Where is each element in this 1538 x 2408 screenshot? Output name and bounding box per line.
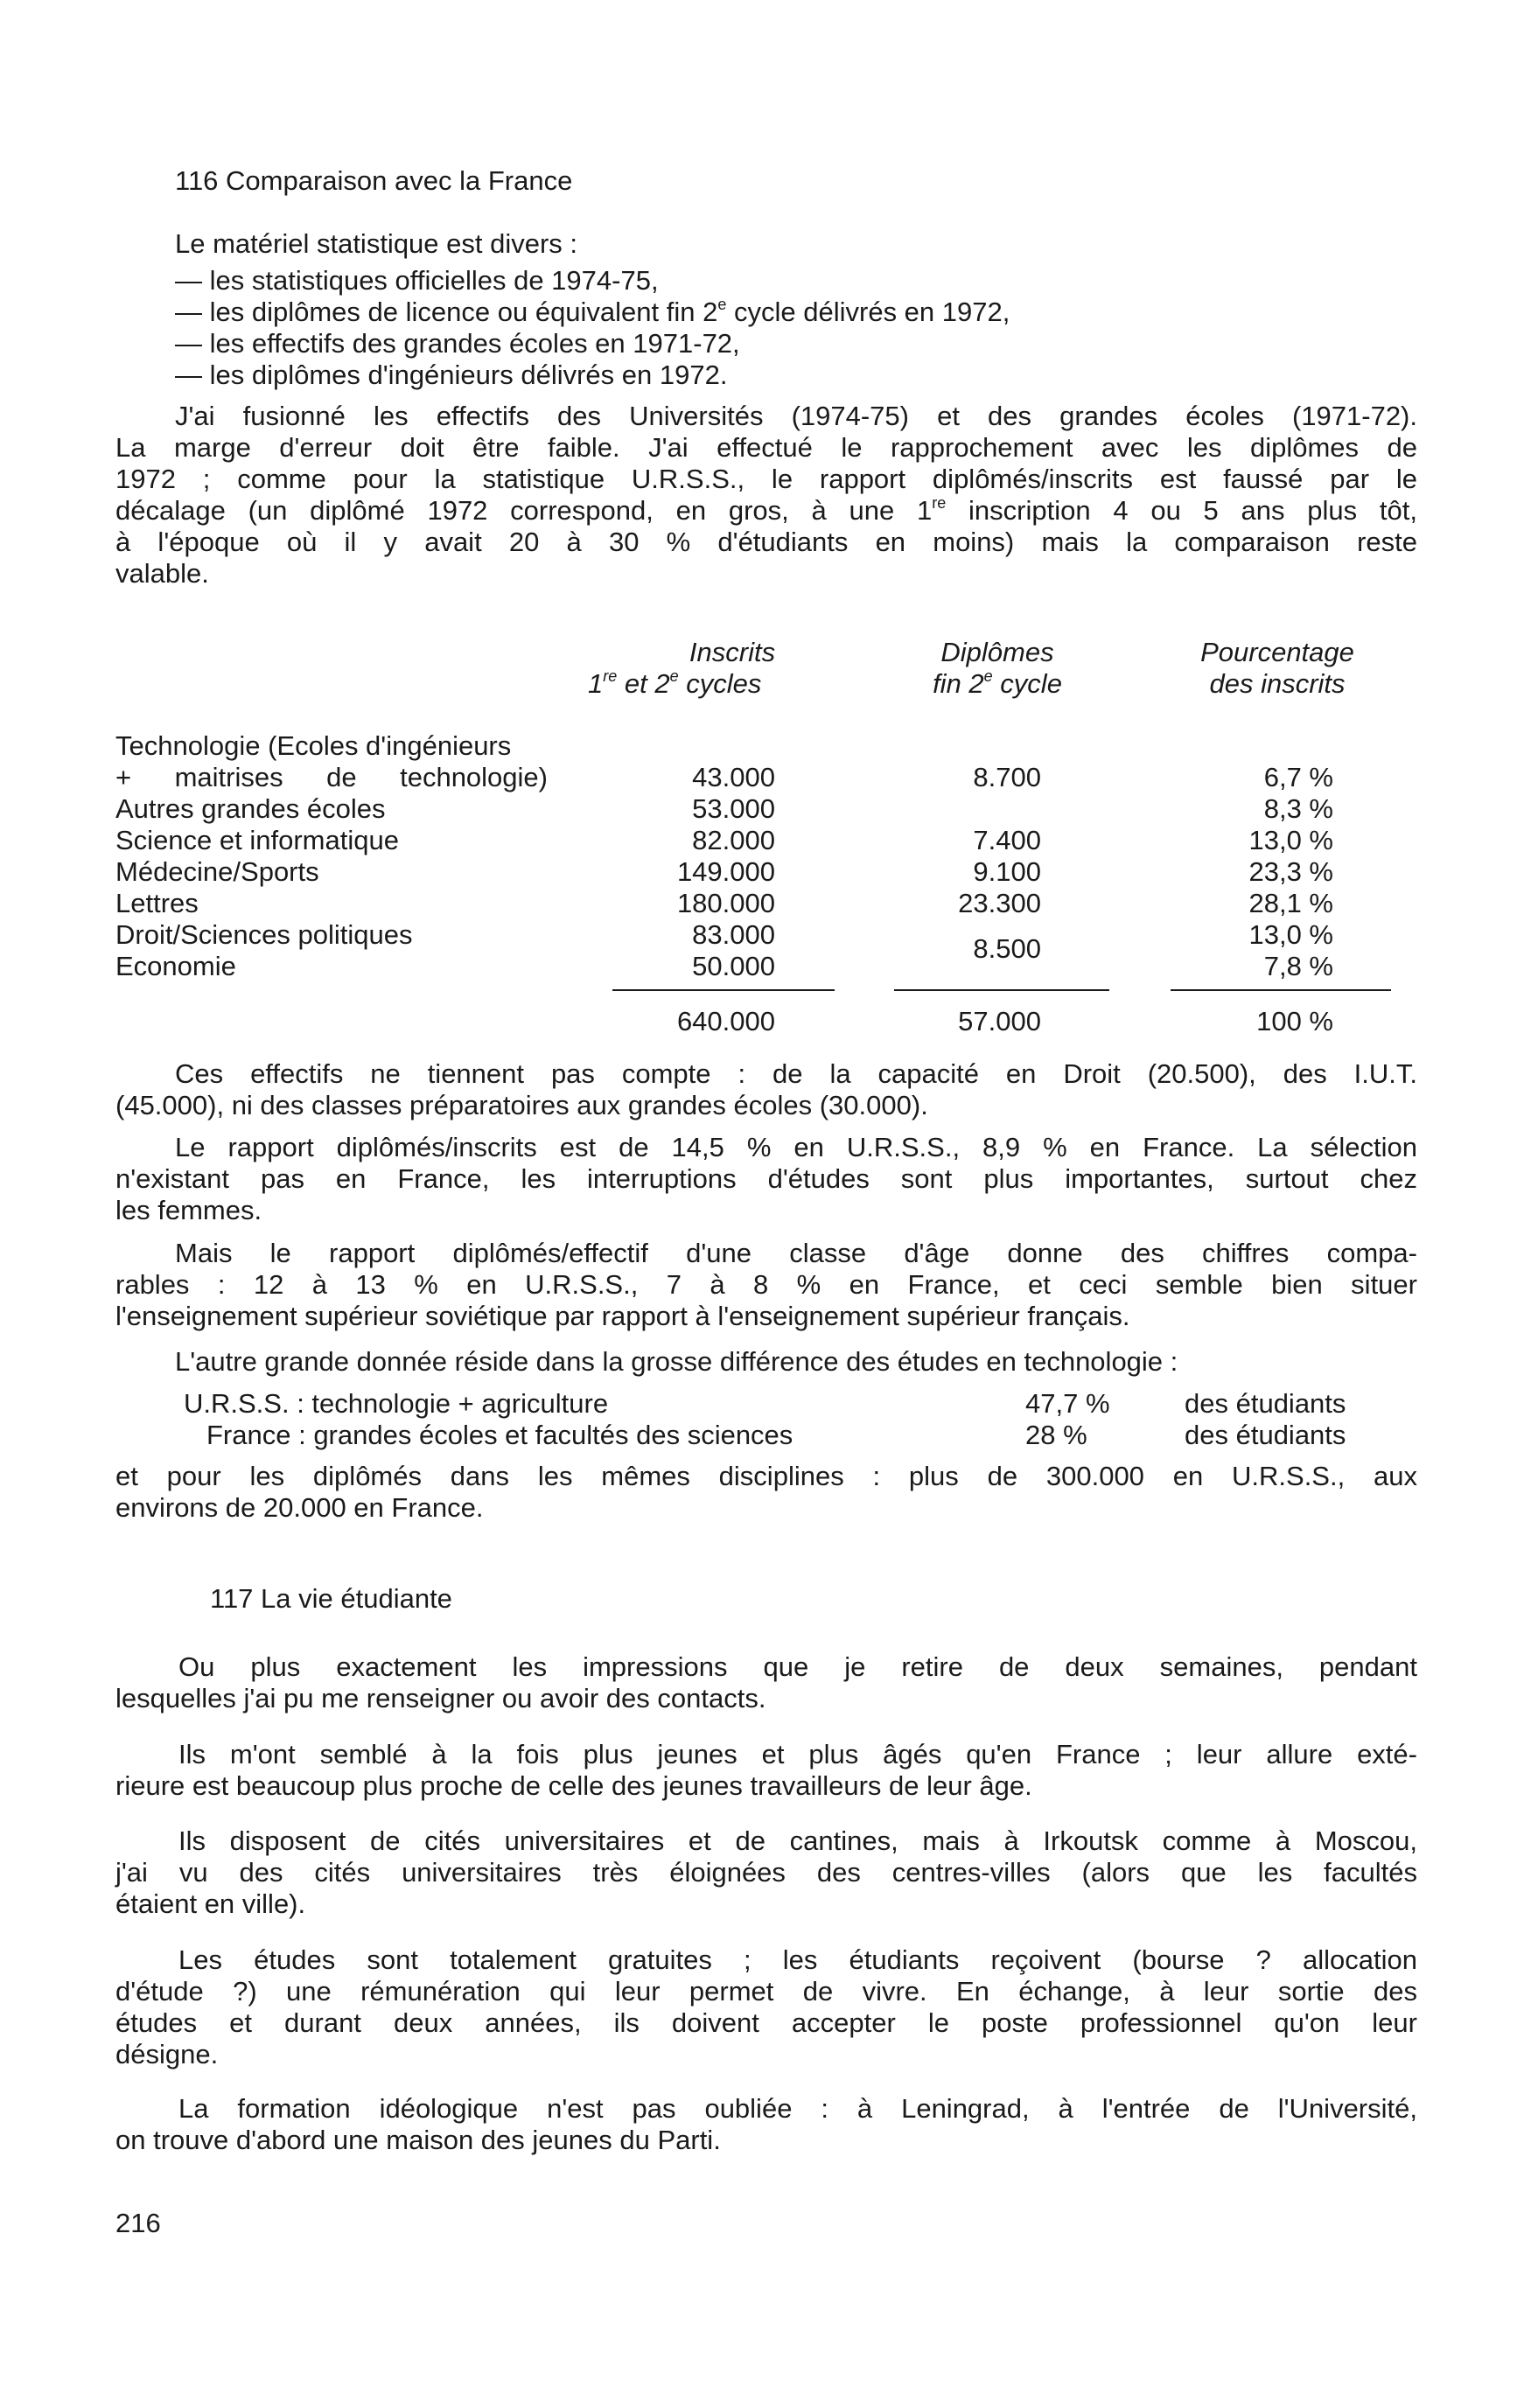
para-line: La marge d'erreur doit être faible. J'ai effectué le rapprochement avec les diplômes de: [115, 432, 1417, 463]
para-line: études et durant deux années, ils doivent accepter le poste professionnel qu'on leur: [115, 2007, 1417, 2038]
para-line: d'étude ?) une rémunération qui leur permet de vivre. En échange, à leur sortie des: [115, 1976, 1417, 2007]
comparison-left: U.R.S.S. : technologie + agriculture: [184, 1388, 609, 1419]
sum-rule: [612, 989, 835, 991]
comparison-right: des étudiants: [1185, 1388, 1346, 1419]
para-line: Les études sont totalement gratuites ; les étudiants reçoivent (bourse ? allocation: [178, 1944, 1417, 1975]
cell-pct: 13,0 %: [1248, 919, 1333, 950]
cell-diplomes-merged: 8.500: [973, 933, 1041, 964]
cell-inscrits: 50.000: [692, 951, 775, 981]
comparison-right: des étudiants: [1185, 1420, 1346, 1450]
total-pct: 100 %: [1256, 1006, 1333, 1036]
para-line: 1972 ; comme pour la statistique U.R.S.S., le rapport diplômés/inscrits est faussé par le: [115, 464, 1417, 494]
para-line: désigne.: [115, 2039, 219, 2069]
header-inscrits-sub: 1re et 2e cycles: [588, 667, 762, 699]
para-line: Ils disposent de cités universitaires et de cantines, mais à Irkoutsk comme à Moscou,: [178, 1825, 1417, 1856]
para-line: Ces effectifs ne tiennent pas compte : de la capacité en Droit (20.500), des I.U.T.: [175, 1058, 1417, 1089]
header-diplomes-sub: fin 2e cycle: [933, 667, 1062, 699]
row-label: Economie: [115, 951, 236, 981]
sum-rule: [894, 989, 1109, 991]
header-pourcentage: Pourcentage: [1200, 637, 1354, 667]
comparison-left: France : grandes écoles et facultés des sciences: [206, 1420, 793, 1450]
row-label: Science et informatique: [115, 825, 399, 855]
bullet-item: — les effectifs des grandes écoles en 1971-72,: [175, 328, 740, 359]
cell-pct: 23,3 %: [1248, 856, 1333, 887]
cell-diplomes: 9.100: [973, 856, 1041, 887]
cell-inscrits: 83.000: [692, 919, 775, 950]
para-line: décalage (un diplômé 1972 correspond, en gros, à une 1re inscription 4 ou 5 ans plus tôt,: [115, 494, 1417, 526]
para-line: Ou plus exactement les impressions que je retire de deux semaines, pendant: [178, 1651, 1417, 1682]
cell-diplomes: 23.300: [958, 888, 1041, 918]
cell-pct: 28,1 %: [1248, 888, 1333, 918]
header-diplomes: Diplômes: [940, 637, 1054, 667]
cell-pct: 6,7 %: [1263, 762, 1333, 792]
total-diplomes: 57.000: [958, 1006, 1041, 1036]
row-label: Autres grandes écoles: [115, 793, 386, 824]
para-line: à l'époque où il y avait 20 à 30 % d'étudiants en moins) mais la comparaison reste: [115, 527, 1417, 557]
comparison-pct: 28 %: [1025, 1420, 1087, 1450]
cell-pct: 13,0 %: [1248, 825, 1333, 855]
para-line: rieure est beaucoup plus proche de celle des jeunes travailleurs de leur âge.: [115, 1770, 1032, 1801]
cell-diplomes: 8.700: [973, 762, 1041, 792]
section-117-heading: 117 La vie étudiante: [210, 1583, 452, 1614]
page-number: 216: [115, 2208, 161, 2238]
para-line: valable.: [115, 558, 209, 589]
para-line: L'autre grande donnée réside dans la grosse différence des études en technologie :: [175, 1346, 1178, 1377]
cell-inscrits: 53.000: [692, 793, 775, 824]
para-line: Le rapport diplômés/inscrits est de 14,5 % en U.R.S.S., 8,9 % en France. La sélection: [175, 1132, 1417, 1162]
cell-inscrits: 180.000: [676, 888, 775, 918]
para-line: (45.000), ni des classes préparatoires aux grandes écoles (30.000).: [115, 1090, 928, 1120]
para-line: J'ai fusionné les effectifs des Universités (1974-75) et des grandes écoles (1971-72).: [175, 401, 1417, 431]
para-line: étaient en ville).: [115, 1888, 306, 1919]
para-line: lesquelles j'ai pu me renseigner ou avoir des contacts.: [115, 1683, 766, 1714]
para-line: j'ai vu des cités universitaires très éloignées des centres-villes (alors que les facultés: [115, 1857, 1417, 1888]
cell-diplomes: 7.400: [973, 825, 1041, 855]
row-label: Droit/Sciences politiques: [115, 919, 413, 950]
para-line: Ils m'ont semblé à la fois plus jeunes et plus âgés qu'en France ; leur allure exté-: [178, 1739, 1417, 1769]
cell-pct: 7,8 %: [1263, 951, 1333, 981]
para-line: l'enseignement supérieur soviétique par rapport à l'enseignement supérieur français.: [115, 1301, 1130, 1331]
para-line: on trouve d'abord une maison des jeunes du Parti.: [115, 2125, 721, 2155]
para-line: rables : 12 à 13 % en U.R.S.S., 7 à 8 % en France, et ceci semble bien situer: [115, 1269, 1417, 1300]
comparison-pct: 47,7 %: [1025, 1388, 1110, 1419]
header-inscrits: Inscrits: [689, 637, 776, 667]
row-label: Médecine/Sports: [115, 856, 319, 887]
row-label: + maitrises de technologie): [115, 762, 548, 792]
section-116-intro: Le matériel statistique est divers :: [175, 228, 578, 259]
total-inscrits: 640.000: [676, 1006, 775, 1036]
cell-pct: 8,3 %: [1263, 793, 1333, 824]
para-line: La formation idéologique n'est pas oubliée : à Leningrad, à l'entrée de l'Université,: [178, 2093, 1417, 2124]
sum-rule: [1171, 989, 1391, 991]
para-line: environs de 20.000 en France.: [115, 1492, 484, 1523]
row-label: Technologie (Ecoles d'ingénieurs: [115, 730, 512, 761]
para-line: et pour les diplômés dans les mêmes disciplines : plus de 300.000 en U.R.S.S., aux: [115, 1461, 1417, 1491]
cell-inscrits: 82.000: [692, 825, 775, 855]
header-pourcentage-sub: des inscrits: [1209, 668, 1346, 699]
para-line: n'existant pas en France, les interruptions d'études sont plus importantes, surtout chez: [115, 1163, 1417, 1194]
bullet-item: — les diplômes de licence ou équivalent fin 2e cycle délivrés en 1972,: [175, 296, 1010, 327]
section-116-heading: 116 Comparaison avec la France: [175, 165, 573, 196]
para-line: les femmes.: [115, 1195, 262, 1225]
cell-inscrits: 149.000: [676, 856, 775, 887]
cell-inscrits: 43.000: [692, 762, 775, 792]
bullet-item: — les diplômes d'ingénieurs délivrés en 1972.: [175, 359, 728, 390]
row-label: Lettres: [115, 888, 199, 918]
para-line: Mais le rapport diplômés/effectif d'une classe d'âge donne des chiffres compa-: [175, 1238, 1417, 1268]
bullet-item: — les statistiques officielles de 1974-75,: [175, 265, 659, 296]
